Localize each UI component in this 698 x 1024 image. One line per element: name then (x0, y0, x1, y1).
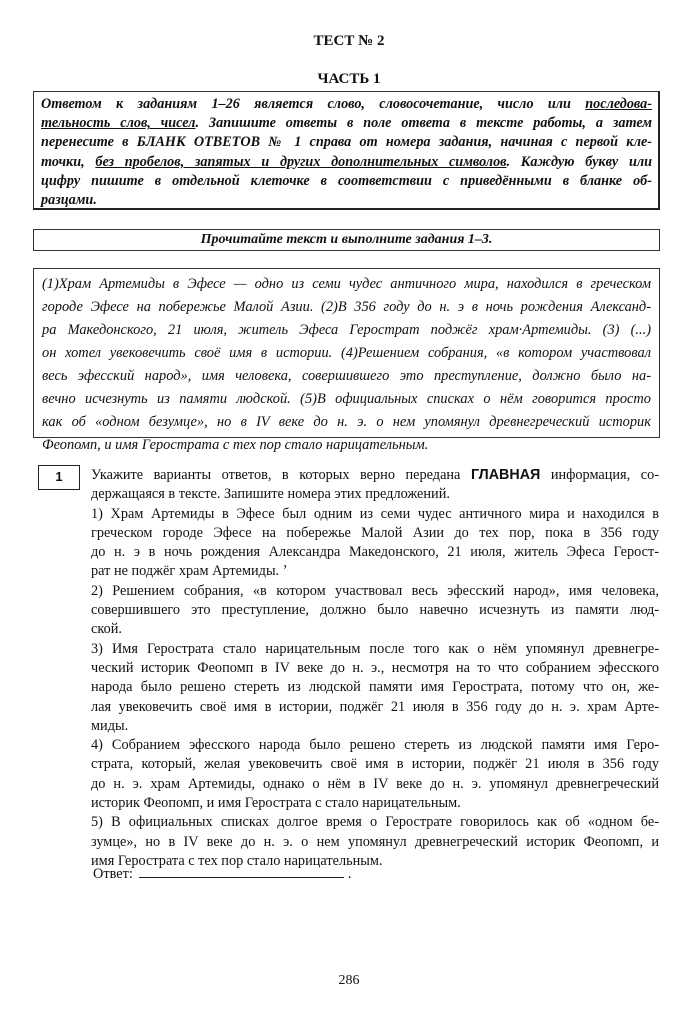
answer-option-line: имя Герострата с тех пор стало нарицательным. (91, 852, 383, 869)
read-prompt-box (33, 229, 660, 251)
answer-option-line: 4) Собранием эфесского народа было решено стереть из людской памяти имя Геро- (91, 737, 659, 754)
answer-option (91, 640, 659, 736)
instructions-line: разцами. (41, 192, 97, 209)
passage-line: весь эфесский народ», имя человека, совершившего это преступление, должно было на- (42, 368, 651, 384)
instructions-line: точки, без пробелов, запятых и других дополнительных символов. Каждую букву или (41, 153, 652, 170)
answer-option-line: миды. (91, 717, 129, 734)
answer-option (91, 582, 659, 640)
answer-option (91, 505, 659, 582)
underlined-phrase: тельность слов, чисел (41, 115, 196, 132)
emphasis-word: ГЛАВНАЯ (470, 467, 541, 483)
underlined-phrase: последова- (585, 96, 652, 112)
answer-period: . (347, 866, 352, 882)
task-number-box: 1 (38, 465, 80, 490)
underlined-phrase: без пробелов, запятых и других дополнительных символов (95, 153, 507, 170)
answer-field[interactable] (139, 863, 344, 878)
passage-line: Феопомп, и имя Герострата с тех пор стало нарицательным. (42, 437, 429, 453)
page-number: 286 (338, 973, 360, 988)
answer-option-line: греческом городе Эфесе на побережье Малой Азии до тех пор, пока в 356 году (91, 524, 659, 541)
answer-option-line: 1) Храм Артемиды в Эфесе был одним из семи чудес античного мира и находился в (91, 505, 659, 522)
answer-label: Ответ: (93, 866, 133, 882)
answer-option-line: лая увековечить своё имя в истории, поджёг 21 июля в 356 году до н. э. храм Арте- (91, 698, 659, 715)
passage-line: он хотел увековечить своё имя в истории. (4)Решением собрания, «в котором участвовал (42, 345, 651, 361)
answer-option-line: историк Феопомп, и имя Герострата с стало нарицательным. (91, 795, 461, 812)
answer-option-line: ской. (91, 621, 122, 638)
answer-option-line: народа было решено стереть из людской памяти имя Герострата, потому что он, же- (91, 679, 659, 696)
answer-option-line: 5) В официальных списках долгое время о Герострате говорилось как об «одном бе- (91, 814, 659, 831)
part-title: ЧАСТЬ 1 (317, 71, 381, 87)
passage-line: ра Македонского, 21 июля, житель Эфеса Герострат поджёг храм·Артемиды. (3) (...) (42, 322, 651, 338)
instructions-line: перенесите в БЛАНК ОТВЕТОВ № 1 справа от номера задания, начиная с первой кле- (41, 134, 652, 151)
instructions-line: тельность слов, чисел. Запишите ответы в поле ответа в тексте работы, а затем (41, 115, 652, 132)
answer-options-list (91, 505, 659, 872)
instructions-line: Ответом к заданиям 1–26 является слово, словосочетание, число или последова- (41, 96, 652, 112)
answer-option-line: 3) Имя Герострата стало нарицательным после того как о нём упомянул древнегре- (91, 640, 659, 657)
passage-line: (1)Храм Артемиды в Эфесе — одно из семи чудес античного мира, находился в греческом (42, 276, 651, 292)
passage-line: городе Эфесе на побережье Малой Азии. (2)В 356 году до н. э в ночь рождения Александ- (42, 299, 651, 315)
task-prompt-line: Укажите варианты ответов, в которых верно передана ГЛАВНАЯ информация, со- (91, 467, 659, 483)
task-body (91, 466, 659, 871)
answer-option-line: совершившего это преступление, должно было навечно исчезнуть из памяти люд- (91, 602, 659, 619)
task-prompt-line: держащаяся в тексте. Запишите номера этих предложений. (91, 486, 450, 503)
answer-option-line: страта, который, желая увековечить своё имя в истории, поджёг 21 июля в 356 году (91, 756, 659, 773)
test-title: ТЕСТ № 2 (313, 33, 385, 49)
instructions-line: цифру пишите в отдельной клеточке в соответствии с приведёнными в бланке об- (41, 172, 652, 189)
passage-line: вечно исчезнуть из памяти людской. (5)В официальных списках о нём говорится просто (42, 391, 651, 407)
answer-option (91, 736, 659, 813)
answer-option-line: 2) Решением собрания, «в котором участвовал весь эфесский народ», имя человека, (91, 582, 659, 599)
answer-row (93, 863, 351, 883)
passage-line: как об «одном безумце», но в IV веке до н. э. о нем упомянул древнегреческий историк (42, 414, 651, 430)
answer-option-line: до н. э. храм Артемиды, однако о нём в IV веке до н. э. упомянул древнегреческий (91, 775, 659, 792)
answer-option-line: до н. э в ночь рождения Александра Македонского, 21 июля, житель Эфеса Герост- (91, 544, 659, 561)
answer-option-line: зумце», но в IV веке до н. э. о нем упомянул древнегреческий историк Феопомп, и (91, 833, 659, 850)
answer-option-line: ческий историк Феопомп в IV веке до н. э., несмотря на то что собранием эфесского (91, 659, 659, 676)
instructions-box (33, 91, 660, 210)
answer-option-line: рат не поджёг храм Артемиды. ʼ (91, 563, 288, 580)
passage-box (33, 268, 660, 453)
read-prompt: Прочитайте текст и выполните задания 1–3. (200, 232, 493, 247)
